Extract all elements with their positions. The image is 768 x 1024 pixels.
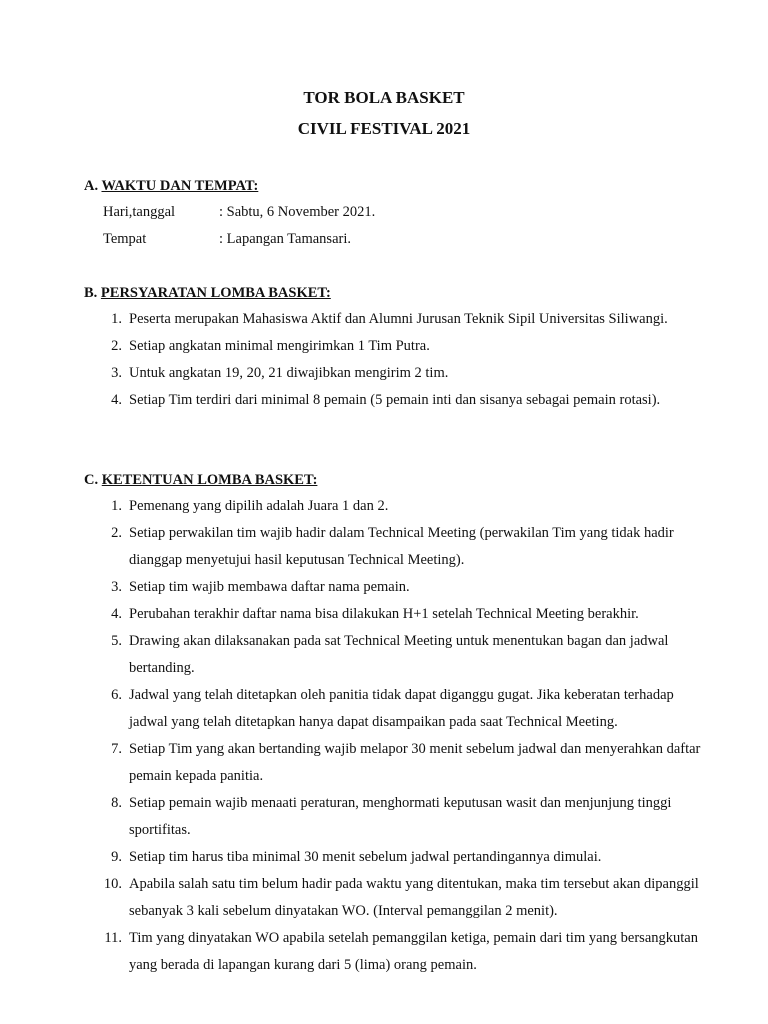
list-item xyxy=(84,844,704,871)
item-number: 5. xyxy=(111,633,122,649)
item-number: 1. xyxy=(111,311,122,327)
item-number: 11. xyxy=(104,930,122,946)
list-item xyxy=(84,574,704,601)
item-text: Setiap perwakilan tim wajib hadir dalam Technical Meeting (perwakilan Tim yang tidak hadir dianggap menyetujui hasil keputusan Technical Meeting). xyxy=(129,525,674,568)
list-item xyxy=(84,333,704,360)
list-item xyxy=(84,520,704,574)
section-a-title: WAKTU DAN TEMPAT: xyxy=(101,178,259,194)
item-text: Setiap angkatan minimal mengirimkan 1 Tim Putra. xyxy=(129,338,430,354)
section-a-heading xyxy=(84,178,258,195)
list-item xyxy=(84,736,704,790)
item-number: 3. xyxy=(111,579,122,595)
document-title: TOR BOLA BASKET xyxy=(303,88,465,107)
item-text: Setiap pemain wajib menaati peraturan, menghormati keputusan wasit dan menjunjung tinggi sportifitas. xyxy=(129,795,672,838)
document-subtitle: CIVIL FESTIVAL 2021 xyxy=(297,119,471,138)
item-number: 3. xyxy=(111,365,122,381)
item-number: 2. xyxy=(111,338,122,354)
row-value: : Lapangan Tamansari. xyxy=(219,231,351,247)
list-item xyxy=(84,682,704,736)
item-text: Jadwal yang telah ditetapkan oleh panitia tidak dapat diganggu gugat. Jika keberatan terhadap jadwal yang telah ditetapkan hanya dapat disampaikan pada saat Technical Meeting. xyxy=(129,687,674,730)
row-tempat xyxy=(103,231,351,248)
item-text: Tim yang dinyatakan WO apabila setelah pemanggilan ketiga, pemain dari tim yang bersangkutan yang berada di lapangan kurang dari 5 (lima) orang pemain. xyxy=(129,930,698,973)
row-label: Hari,tanggal xyxy=(103,204,176,220)
item-text: Pemenang yang dipilih adalah Juara 1 dan 2. xyxy=(129,498,389,514)
item-number: 6. xyxy=(111,687,122,703)
item-number: 4. xyxy=(111,606,122,622)
item-text: Setiap Tim yang akan bertanding wajib melapor 30 menit sebelum jadwal dan menyerahkan daftar pemain kepada panitia. xyxy=(129,741,701,784)
list-item xyxy=(84,790,704,844)
list-item xyxy=(84,871,704,925)
section-c-letter: C. xyxy=(84,472,99,488)
section-c-heading xyxy=(84,472,317,489)
list-item xyxy=(84,360,704,387)
item-text: Setiap tim wajib membawa daftar nama pemain. xyxy=(129,579,410,595)
section-b-letter: B. xyxy=(84,285,98,301)
row-hari-tanggal xyxy=(103,204,376,221)
row-value: : Sabtu, 6 November 2021. xyxy=(219,204,376,220)
section-c-title: KETENTUAN LOMBA BASKET: xyxy=(101,472,318,488)
list-item xyxy=(84,628,704,682)
item-number: 10. xyxy=(103,876,122,892)
item-number: 4. xyxy=(111,392,122,408)
item-text: Setiap Tim terdiri dari minimal 8 pemain (5 pemain inti dan sisanya sebagai pemain rotasi). xyxy=(129,392,661,408)
item-text: Peserta merupakan Mahasiswa Aktif dan Alumni Jurusan Teknik Sipil Universitas Siliwangi. xyxy=(129,311,668,327)
list-item xyxy=(84,387,704,414)
section-c-list xyxy=(84,493,704,979)
item-number: 8. xyxy=(111,795,122,811)
item-text: Apabila salah satu tim belum hadir pada waktu yang ditentukan, maka tim tersebut akan dipanggil sebanyak 3 kali sebelum dinyatakan WO. (Interval pemanggilan 2 menit). xyxy=(129,876,699,919)
section-a-letter: A. xyxy=(84,178,99,194)
list-item xyxy=(84,601,704,628)
row-label: Tempat xyxy=(103,231,147,247)
section-b-title: PERSYARATAN LOMBA BASKET: xyxy=(100,285,331,301)
list-item xyxy=(84,493,704,520)
section-b-list xyxy=(84,306,704,414)
item-text: Untuk angkatan 19, 20, 21 diwajibkan mengirim 2 tim. xyxy=(129,365,449,381)
item-number: 2. xyxy=(111,525,122,541)
item-text: Perubahan terakhir daftar nama bisa dilakukan H+1 setelah Technical Meeting berakhir. xyxy=(129,606,639,622)
item-text: Setiap tim harus tiba minimal 30 menit sebelum jadwal pertandingannya dimulai. xyxy=(129,849,602,865)
item-text: Drawing akan dilaksanakan pada sat Technical Meeting untuk menentukan bagan dan jadwal bertanding. xyxy=(129,633,669,676)
item-number: 7. xyxy=(111,741,122,757)
section-b-heading xyxy=(84,285,331,302)
item-number: 9. xyxy=(111,849,122,865)
list-item xyxy=(84,925,704,979)
item-number: 1. xyxy=(111,498,122,514)
list-item xyxy=(84,306,704,333)
